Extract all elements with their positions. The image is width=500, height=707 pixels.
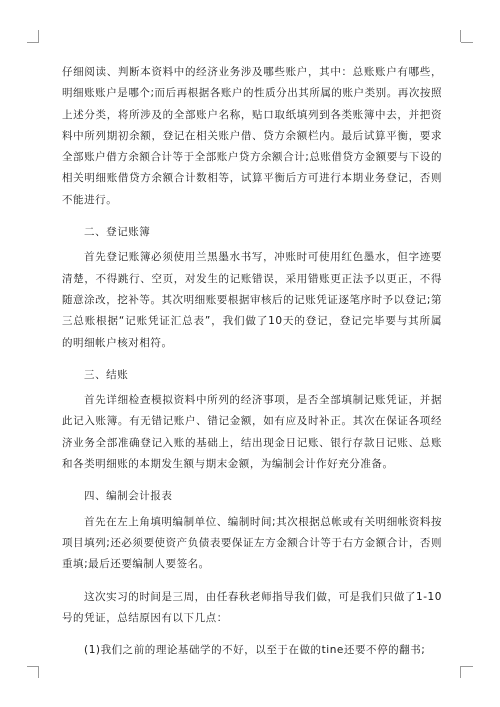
paragraph-internship-summary: 这次实习的时间是三周，由任春秋老师指导我们做，可是我们只做了1-10号的凭证，总结原因有以下几点： [62,590,442,624]
crop-mark-top-right-vertical [460,30,461,42]
crop-mark-bottom-right-horizontal [461,666,473,667]
section-heading-closing-accounts: 三、结账 [84,368,129,381]
paragraph-posting-ledgers: 首先登记账簿必须使用兰黑墨水书写，冲账时可使用红色墨水，但字迹要清楚，不得跳行、空页，对发生的记账错误，采用错账更正法予以更正，不得随意涂改，挖补等。其次明细账要根据审核后的记账凭证逐笔序时予以登记;第三总账根据“记账凭证汇总表”，我们做了10天的登记，登记完毕要与其所属的明细帐户核对相符。 [62,251,442,349]
paragraph-financial-statements: 首先在左上角填明编制单位、编制时间;其次根据总帐或有关明细帐资料按项目填列;还必须要使资产负债表要保证左方金额合计等于右方金额合计，否则重填;最后还要编制人要签名。 [62,515,442,571]
crop-mark-bottom-right-vertical [460,666,461,678]
section-heading-financial-statements: 四、编制会计报表 [84,490,173,503]
section-heading-posting-ledgers: 二、登记账簿 [84,226,151,239]
crop-mark-top-left-horizontal [27,42,39,43]
paragraph-closing-accounts: 首先详细检查模拟资料中所列的经济事项，是否全部填制记账凭证，并据此记入账簿。有无错记账户、错记金额，如有应及时补正。其次在保证各项经济业务全部准确登记入账的基础上，结出现金日记账、银行存款日记账、总账和各类明细账的本期发生额与期末金额，为编制会计作好充分准备。 [62,394,442,471]
paragraph-reason-one: (1)我们之前的理论基础学的不好，以至于在做的tine还要不停的翻书; [84,644,426,657]
crop-mark-bottom-left-vertical [38,666,39,678]
paragraph-account-classification: 仔细阅读、判断本资料中的经济业务涉及哪些账户，其中：总账账户有哪些，明细账账户是哪个;而后再根据各账户的性质分出其所属的账户类别。再次按照上述分类，将所涉及的全部账户名称，贴口取纸填列到各类账簿中去，并把资料中所列期初余额，登记在相关账户借、贷方余额栏内。最后试算平衡，要求全部账户借方余额合计等于全部账户贷方余额合计;总账借贷方金额要与下设的相关明细账借贷方余额合计数相等，试算平衡后方可进行本期业务登记，否则不能进行。 [62,66,442,206]
document-body [62,62,442,661]
crop-mark-top-right-horizontal [461,42,473,43]
crop-mark-top-left-vertical [38,30,39,42]
